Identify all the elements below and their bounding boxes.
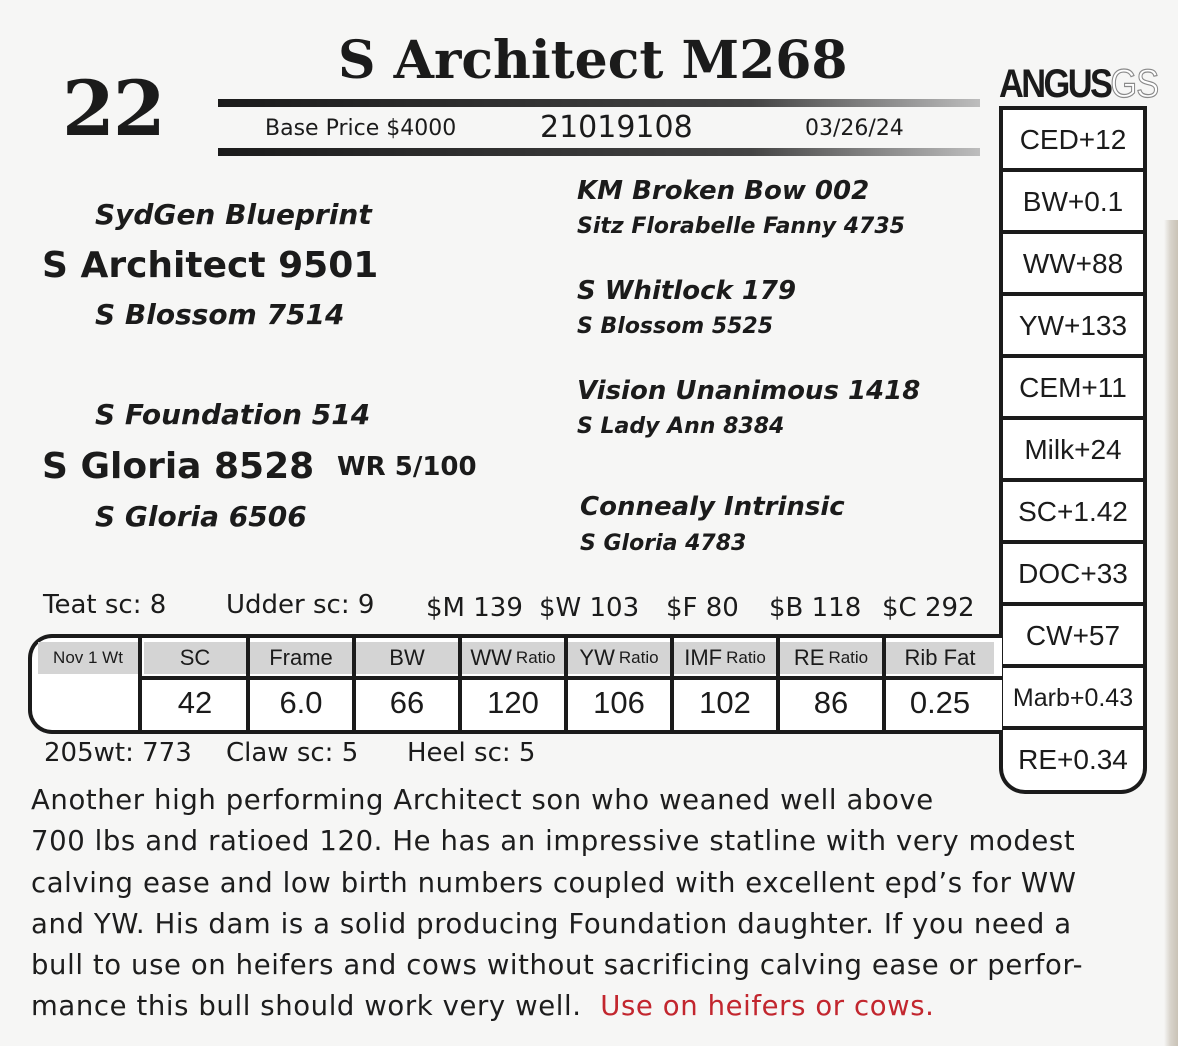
header-sc: SC bbox=[144, 642, 246, 674]
header-imf-ratio: IMF Ratio bbox=[674, 642, 776, 674]
description-line: calving ease and low birth numbers coupled with excellent epd’s for WW bbox=[31, 866, 1077, 899]
header-yw-ratio: YW Ratio bbox=[568, 642, 670, 674]
angus-gs-logo bbox=[999, 62, 1158, 107]
value-sc: 42 bbox=[144, 682, 246, 724]
dam-weaning-ratio-note: WR 5/100 bbox=[337, 452, 477, 482]
description-line-last: mance this bull should work very well. Use on heifers or cows. bbox=[31, 990, 935, 1023]
udder-score: Udder sc: 9 bbox=[226, 590, 375, 620]
epd-marb: Marb+0.43 bbox=[1003, 664, 1143, 728]
lot-number: 22 bbox=[62, 64, 164, 153]
title-rule-bottom bbox=[218, 148, 980, 156]
description-line: bull to use on heifers and cows without sacrificing calving ease or perfor- bbox=[31, 949, 1084, 982]
pedigree-dam-dam: S Gloria 6506 bbox=[95, 500, 307, 533]
base-price: Base Price $4000 bbox=[265, 116, 457, 141]
col-sep bbox=[246, 638, 250, 730]
teat-score: Teat sc: 8 bbox=[43, 590, 167, 620]
value-rib-fat: 0.25 bbox=[886, 682, 994, 724]
pedigree-dam-sire: S Foundation 514 bbox=[95, 398, 371, 431]
table-row-divider bbox=[140, 676, 1002, 680]
header-re-ratio: RE Ratio bbox=[780, 642, 882, 674]
pedigree-dam-sire-dam: S Lady Ann 8384 bbox=[577, 414, 785, 439]
header-bw: BW bbox=[356, 642, 458, 674]
pedigree-sire: S Architect 9501 bbox=[42, 245, 379, 286]
dollar-c-index: $C 292 bbox=[882, 593, 975, 623]
value-yw-ratio: 106 bbox=[568, 682, 670, 724]
usage-highlight: Use on heifers or cows. bbox=[600, 990, 935, 1023]
page-edge-shadow bbox=[1164, 220, 1178, 1046]
epd-yw: YW+133 bbox=[1003, 292, 1143, 356]
epd-bw: BW+0.1 bbox=[1003, 168, 1143, 232]
pedigree-sire-dam-dam: S Blossom 5525 bbox=[577, 314, 774, 339]
col-sep bbox=[352, 638, 356, 730]
bull-name-title: S Architect M268 bbox=[338, 30, 848, 91]
pedigree-sire-sire: SydGen Blueprint bbox=[95, 198, 372, 231]
gs-logo-text: GS bbox=[1110, 62, 1159, 106]
epd-ww: WW+88 bbox=[1003, 230, 1143, 294]
registration-number: 21019108 bbox=[540, 110, 693, 145]
pedigree-dam-dam-dam: S Gloria 4783 bbox=[580, 531, 747, 556]
bull-description bbox=[31, 780, 1166, 1028]
col-sep bbox=[458, 638, 462, 730]
description-line: 700 lbs and ratioed 120. He has an impressive statline with very modest bbox=[31, 825, 1076, 858]
header-frame: Frame bbox=[250, 642, 352, 674]
col-sep bbox=[670, 638, 674, 730]
claw-score: Claw sc: 5 bbox=[226, 738, 359, 768]
header-ww-ratio: WW Ratio bbox=[462, 642, 564, 674]
col-sep bbox=[564, 638, 568, 730]
pedigree-sire-sire-sire: KM Broken Bow 002 bbox=[577, 176, 870, 206]
epd-ced: CED+12 bbox=[1003, 106, 1143, 170]
performance-table bbox=[28, 634, 1002, 734]
col-sep bbox=[776, 638, 780, 730]
header-rib-fat: Rib Fat bbox=[886, 642, 994, 674]
epd-column bbox=[999, 106, 1147, 794]
pedigree-sire-sire-dam: Sitz Florabelle Fanny 4735 bbox=[577, 214, 905, 239]
title-rule-top bbox=[218, 99, 980, 107]
heel-score: Heel sc: 5 bbox=[407, 738, 536, 768]
col-sep bbox=[138, 638, 142, 730]
epd-milk: Milk+24 bbox=[1003, 416, 1143, 480]
col-sep bbox=[882, 638, 886, 730]
epd-cw: CW+57 bbox=[1003, 602, 1143, 666]
pedigree-dam-dam-sire: Connealy Intrinsic bbox=[580, 492, 845, 522]
pedigree-dam: S Gloria 8528 bbox=[42, 446, 315, 487]
value-bw: 66 bbox=[356, 682, 458, 724]
value-ww-ratio: 120 bbox=[462, 682, 564, 724]
value-imf-ratio: 102 bbox=[674, 682, 776, 724]
description-line: Another high performing Architect son who weaned well above bbox=[31, 784, 934, 816]
dollar-w-index: $W 103 bbox=[539, 593, 640, 623]
epd-cem: CEM+11 bbox=[1003, 354, 1143, 418]
description-line: and YW. His dam is a solid producing Foundation daughter. If you need a bbox=[31, 907, 1072, 940]
header-nov1-wt: Nov 1 Wt bbox=[38, 642, 138, 674]
pedigree-dam-sire-sire: Vision Unanimous 1418 bbox=[577, 376, 921, 406]
dollar-b-index: $B 118 bbox=[769, 593, 862, 623]
pedigree-sire-dam-sire: S Whitlock 179 bbox=[577, 276, 797, 306]
angus-logo-text: ANGUS bbox=[999, 62, 1111, 106]
epd-re: RE+0.34 bbox=[1003, 726, 1143, 790]
value-frame: 6.0 bbox=[250, 682, 352, 724]
dollar-m-index: $M 139 bbox=[426, 593, 523, 623]
dollar-f-index: $F 80 bbox=[666, 593, 739, 623]
epd-sc: SC+1.42 bbox=[1003, 478, 1143, 542]
value-re-ratio: 86 bbox=[780, 682, 882, 724]
birth-date: 03/26/24 bbox=[805, 116, 904, 141]
epd-doc: DOC+33 bbox=[1003, 540, 1143, 604]
value-nov1-wt bbox=[38, 682, 138, 724]
weight-205-day: 205wt: 773 bbox=[44, 738, 192, 768]
pedigree-sire-dam: S Blossom 7514 bbox=[95, 298, 345, 331]
